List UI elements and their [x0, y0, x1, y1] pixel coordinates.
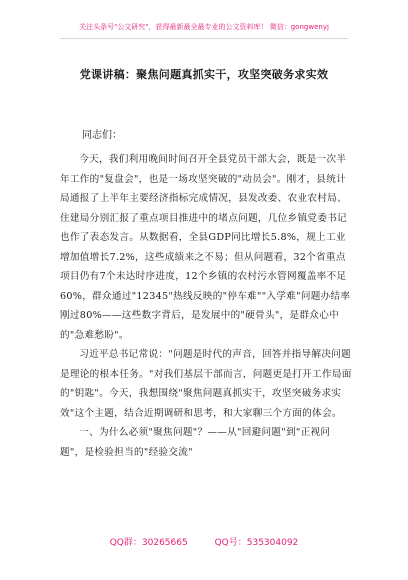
footer-qq-group: QQ群：30265665: [109, 538, 188, 548]
paragraph: 今天，我们利用晚间时间召开全县党员干部大会，既是一次半年工作的"复盘会"，也是一场攻坚突破的"动员会"。刚才，县统计局通报了上半年主要经济指标完成情况，县发改委、农业农村局、住建局分别汇报了重点项目推进中的堵点问题，几位乡镇党委书记也作了表态发言。从数据看，全县GDP同比增长5.8%，规上工业增加值增长7.2%，这些成绩来之不易；但从问题看，32个省重点项目仍有7个未达时序进度，12个乡镇的农村污水管网覆盖率不足60%，群众通过"12345"热线反映的"停车难""入学难"问题办结率刚过80%——这些数字背后，是发展中的"硬骨头"，是群众心中的"急难愁盼"。: [60, 154, 351, 341]
header-banner: 关注头条号"公文研究"，获得最新最全最专业的公文资料库！ 微信：gongwenyj: [79, 23, 329, 31]
salutation: 同志们：: [82, 130, 122, 141]
section-heading: 一、为什么必须"聚焦问题"？——从"回避问题"到"正视问题"，是检验担当的"经验交流": [60, 427, 331, 458]
document-title: 党课讲稿：聚焦问题真抓实干，攻坚突破务求实效: [79, 68, 329, 81]
paragraph: 习近平总书记常说："问题是时代的声音，回答并指导解决问题是理论的根本任务。"对我们基层干部而言，问题更是打开工作局面的"钥匙"。今天，我想围绕"聚焦问题真抓实干，攻坚突破务求实效"这个主题，结合近期调研和思考，和大家聊三个方面的体会。: [60, 349, 352, 419]
document-body: [60, 150, 354, 462]
footer: [0, 535, 408, 548]
header-divider: [60, 38, 348, 39]
footer-qq-number: QQ号：535304092: [214, 538, 299, 548]
